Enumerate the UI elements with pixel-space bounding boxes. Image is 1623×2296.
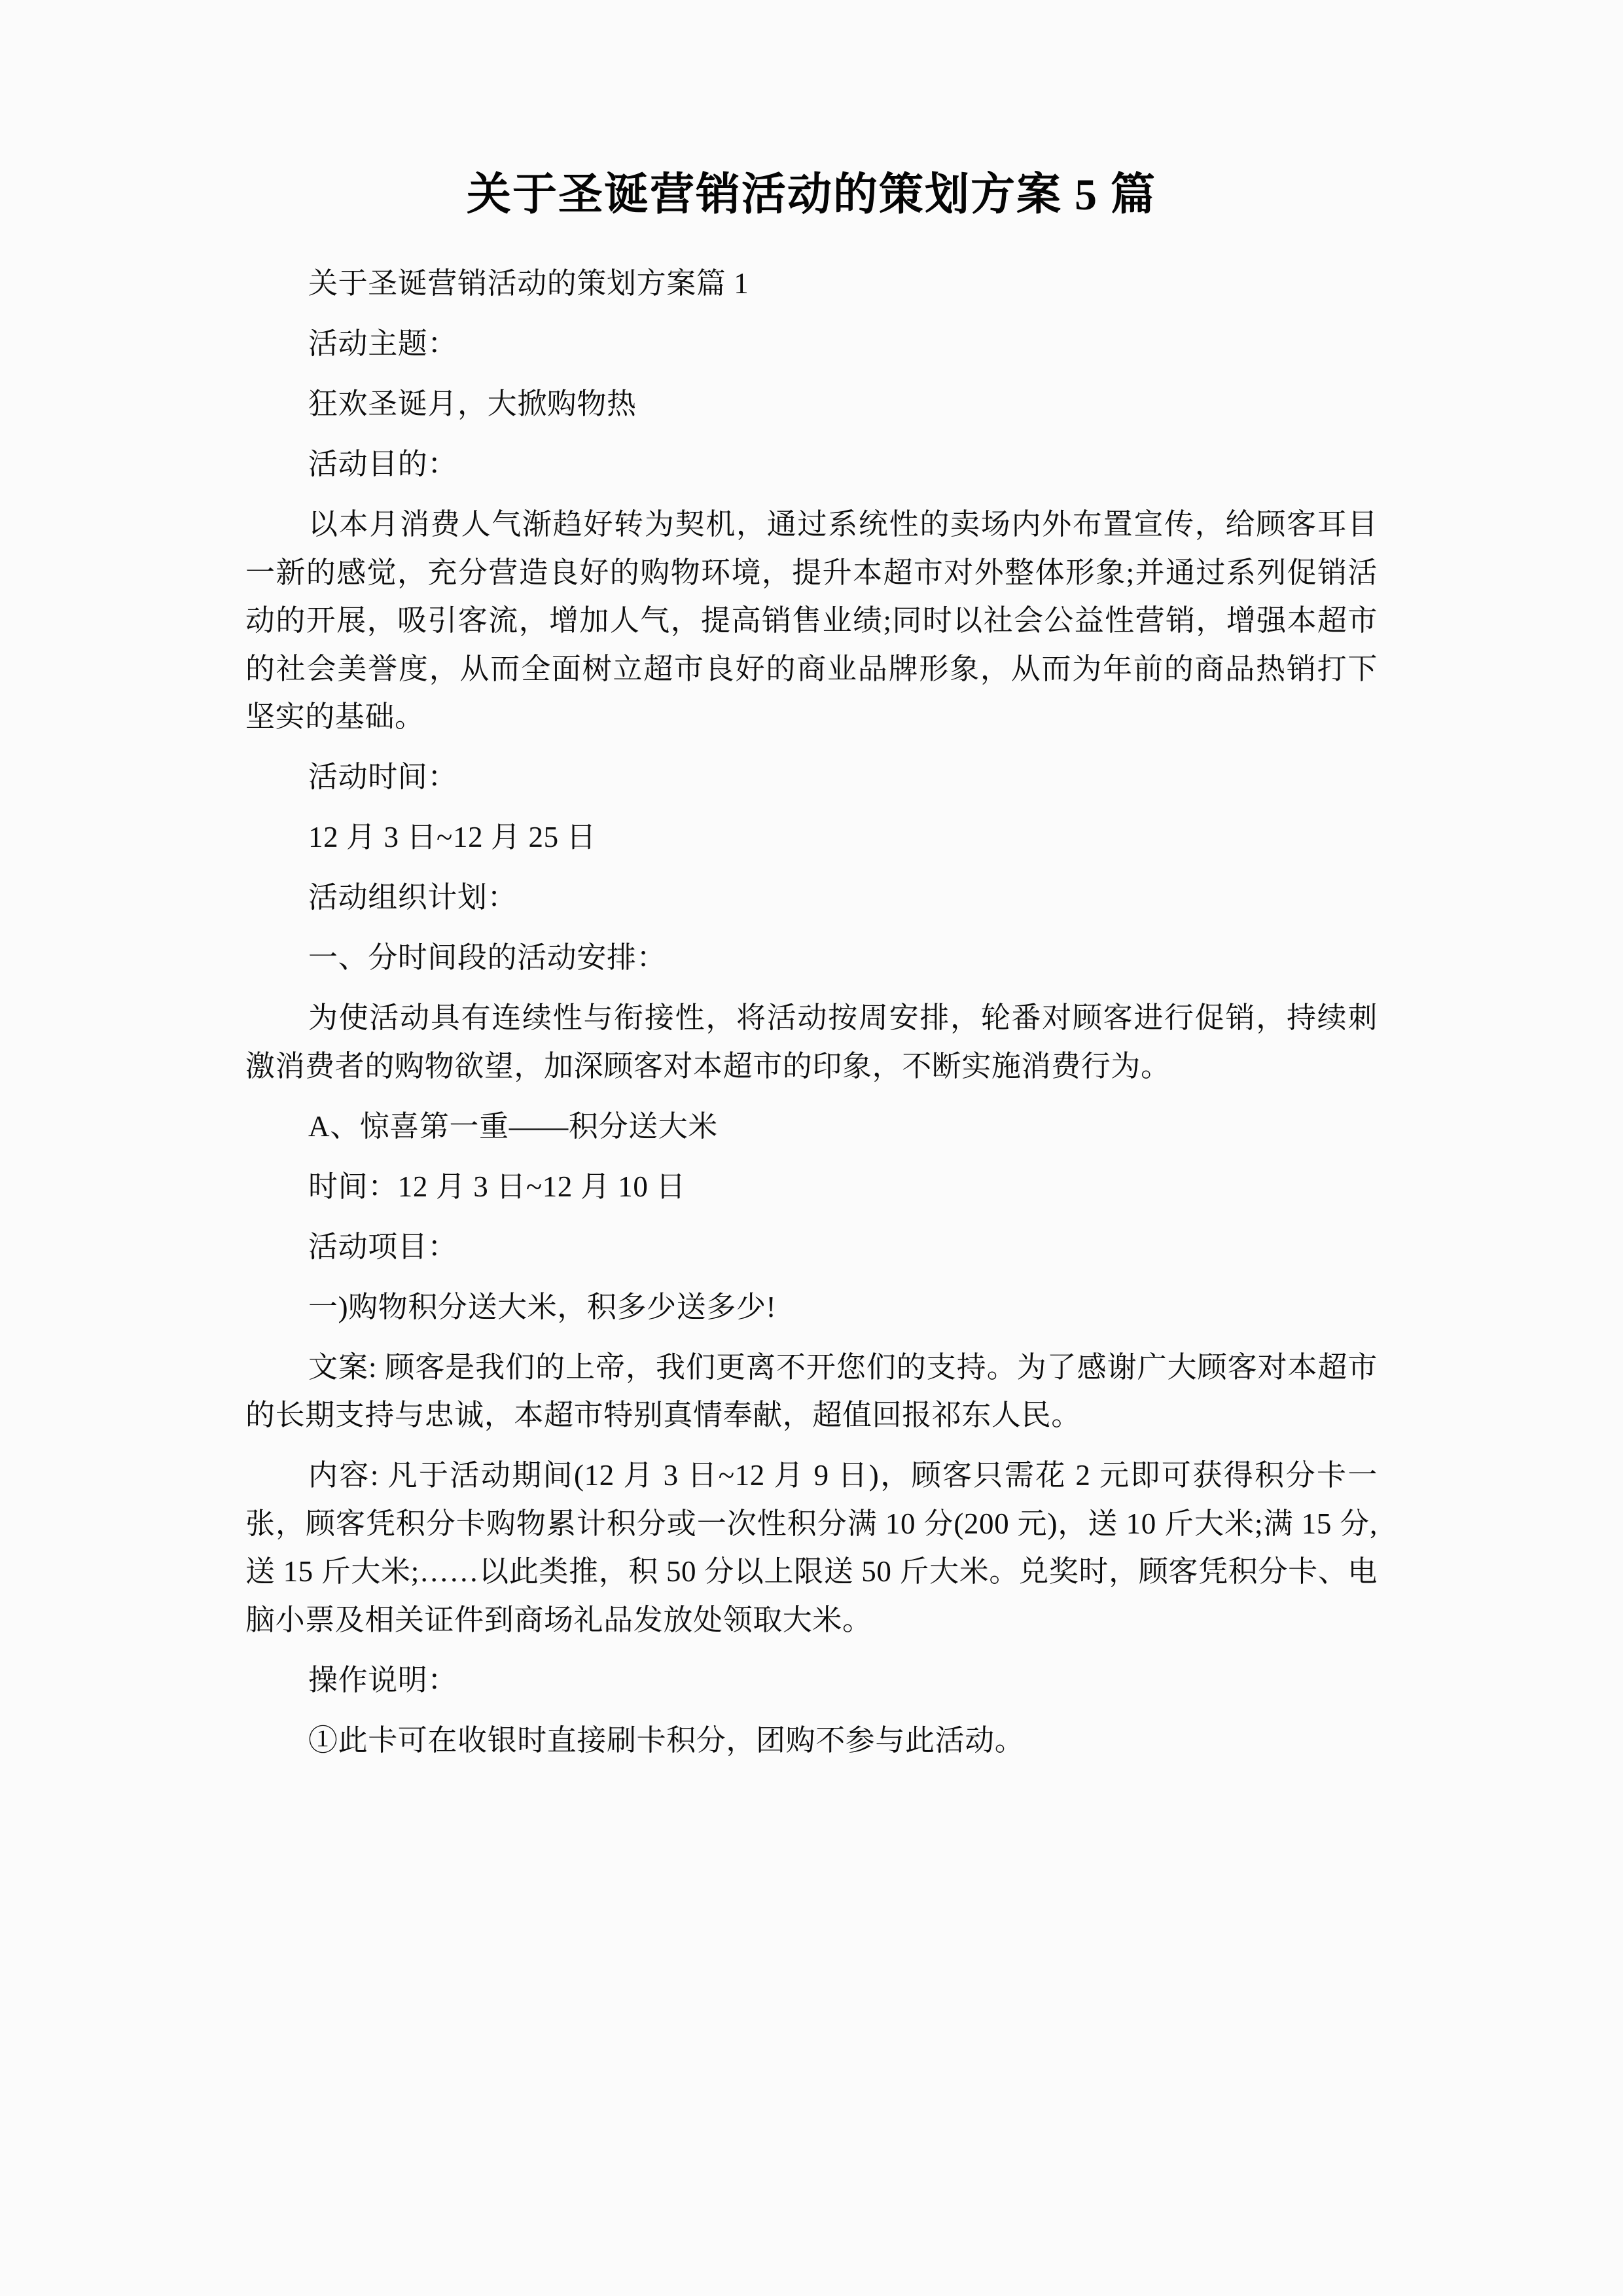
paragraph: 一、分时间段的活动安排： [308,941,667,975]
paragraph: 活动主题： [308,327,458,361]
paragraph: 为使活动具有连续性与衔接性，将活动按周安排，轮番对顾客进行促销，持续刺激消费者的购物欲望，加深顾客对本超市的印象，不断实施消费行为。 [245,1001,1378,1083]
document-content [245,0,1378,1777]
page-title: 关于圣诞营销活动的策划方案 5 篇 [466,170,1156,219]
paragraph: 操作说明： [308,1663,458,1696]
paragraph: 内容: 凡于活动期间(12 月 3 日~12 月 9 日)，顾客只需花 2 元即可获得积分卡一张，顾客凭积分卡购物累计积分或一次性积分满 10 分(200 元)，送 10 斤大米;满 15 分, 送 15 斤大米;……以此类推，积 50 分以上限送 50 斤大米。兑奖时，顾客凭积分卡、电脑小票及相关证件到商场礼品发放处领取大米。 [245,1459,1378,1636]
paragraph: ①此卡可在收银时直接刷卡积分，团购不参与此活动。 [308,1723,1025,1757]
paragraph: 文案: 顾客是我们的上帝，我们更离不开您们的支持。为了感谢广大顾客对本超市的长期支持与忠诚，本超市特别真情奉献，超值回报祁东人民。 [245,1350,1378,1432]
paragraph: 狂欢圣诞月，大掀购物热 [308,387,637,421]
paragraph: 以本月消费人气渐趋好转为契机，通过系统性的卖场内外布置宣传，给顾客耳目一新的感觉，充分营造良好的购物环境，提升本超市对外整体形象;并通过系列促销活动的开展，吸引客流，增加人气，提高销售业绩;同时以社会公益性营销，增强本超市的社会美誉度，从而全面树立超市良好的商业品牌形象，从而为年前的商品热销打下坚实的基础。 [245,508,1378,734]
document-body [245,260,1378,1765]
paragraph: 活动时间： [308,761,458,794]
paragraph: 一)购物积分送大米，积多少送多少! [308,1290,777,1323]
paragraph: 关于圣诞营销活动的策划方案篇 1 [308,267,749,300]
paragraph: 活动目的： [308,448,458,481]
paragraph: 活动组织计划： [308,881,518,914]
paragraph: 12 月 3 日~12 月 25 日 [308,821,597,854]
paragraph: 时间：12 月 3 日~12 月 10 日 [308,1170,686,1203]
paragraph: 活动项目： [308,1230,458,1263]
paragraph: A、惊喜第一重——积分送大米 [308,1109,718,1143]
